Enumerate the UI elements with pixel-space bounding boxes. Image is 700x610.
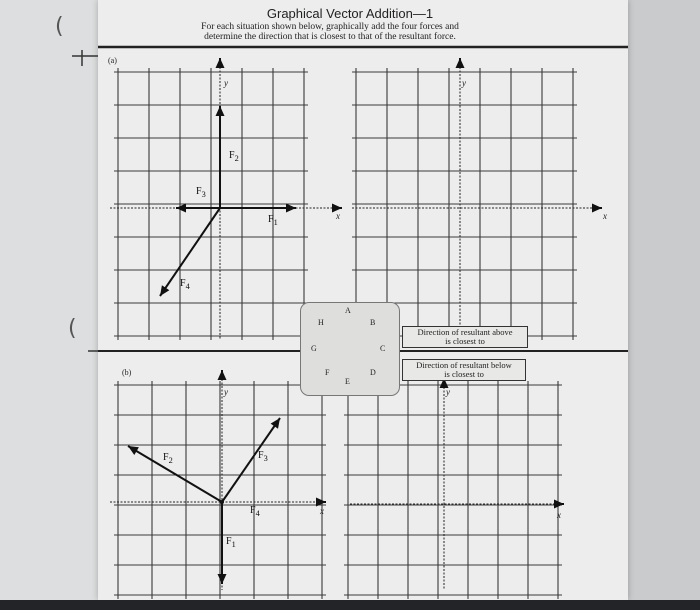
part-b-force-4-origin-dot — [220, 500, 224, 504]
force-letter: F — [268, 214, 274, 225]
worksheet-title: Graphical Vector Addition—1 — [266, 6, 434, 21]
part-a-force-label — [268, 214, 278, 227]
compass-label-h: H — [318, 318, 324, 327]
compass-label-a: A — [345, 306, 351, 315]
answer-line-1: Direction of resultant below — [416, 360, 512, 370]
instructions — [150, 22, 510, 42]
instructions-line-2: determine the direction that is closest to that of the resultant force. — [204, 32, 456, 42]
part-a-answer-grid-y-label: y — [462, 78, 466, 88]
force-letter: F — [250, 505, 256, 516]
part-b-answer-box[interactable] — [402, 359, 526, 381]
force-letter: F — [180, 278, 186, 289]
force-letter: F — [196, 186, 202, 197]
part-a-force-label — [180, 278, 190, 291]
part-b-force-label — [258, 450, 268, 463]
instructions-line-1: For each situation shown below, graphically add the four forces and — [201, 22, 459, 32]
part-b-force-label — [250, 505, 260, 518]
part-b-y-label: y — [224, 387, 228, 397]
force-subscript: 3 — [201, 190, 206, 199]
part-a-answer-grid-x-label: x — [603, 211, 607, 221]
force-subscript: 2 — [168, 456, 173, 465]
answer-line-2: is closest to — [444, 369, 484, 379]
force-letter: F — [163, 452, 169, 463]
part-a-force-4-arrow-head — [160, 285, 169, 296]
part-b-force-2-arrow — [128, 446, 222, 502]
part-a-answer-y-axis-head-head — [456, 58, 465, 68]
part-a-y-axis-head-head — [216, 58, 225, 68]
force-subscript: 2 — [234, 154, 239, 163]
part-a-force-label — [196, 186, 206, 199]
compass-label-c: C — [380, 344, 386, 353]
part-b-force-label — [163, 452, 173, 465]
part-b-answer-x-axis-head-head — [554, 500, 564, 509]
part-b-force-label — [226, 536, 236, 549]
compass-label-g: G — [311, 344, 317, 353]
part-b-answer-grid-y-label: y — [446, 387, 450, 397]
part-b-label: (b) — [122, 368, 132, 377]
answer-line-2: is closest to — [445, 336, 485, 346]
force-subscript: 3 — [263, 454, 268, 463]
part-a-answer-x-axis-head-head — [592, 204, 602, 213]
margin-hole-mark: ( — [55, 14, 64, 39]
force-subscript: 4 — [185, 282, 190, 291]
compass-label-d: D — [370, 368, 376, 377]
part-a-force-2-arrow-head — [216, 106, 225, 116]
compass-label-f: F — [325, 368, 330, 377]
force-subscript: 1 — [231, 540, 236, 549]
part-a-x-label: x — [336, 211, 340, 221]
compass-label-b: B — [370, 318, 376, 327]
force-subscript: 1 — [273, 218, 278, 227]
part-b-force-1-arrow-head — [218, 574, 227, 584]
part-a-force-label — [229, 150, 239, 163]
part-a-label: (a) — [108, 56, 117, 65]
margin-hole-mark: ( — [68, 316, 77, 341]
bottom-edge — [0, 600, 700, 610]
compass-label-e: E — [345, 377, 350, 386]
force-subscript: 4 — [255, 509, 260, 518]
part-b-y-axis-head-head — [218, 370, 227, 380]
part-b-force-3-arrow — [222, 418, 280, 502]
part-a-y-label: y — [224, 78, 228, 88]
part-a-force-3-arrow-head — [176, 204, 186, 213]
part-a-force-1-arrow-head — [286, 204, 296, 213]
part-b-x-label: x — [320, 506, 324, 516]
part-b-answer-grid-x-label: x — [557, 510, 561, 520]
answer-line-1: Direction of resultant above — [417, 327, 513, 337]
force-letter: F — [258, 450, 264, 461]
part-a-answer-box[interactable] — [402, 326, 528, 348]
part-b-force-3-arrow-head — [271, 418, 280, 429]
force-letter: F — [226, 536, 232, 547]
force-letter: F — [229, 150, 235, 161]
